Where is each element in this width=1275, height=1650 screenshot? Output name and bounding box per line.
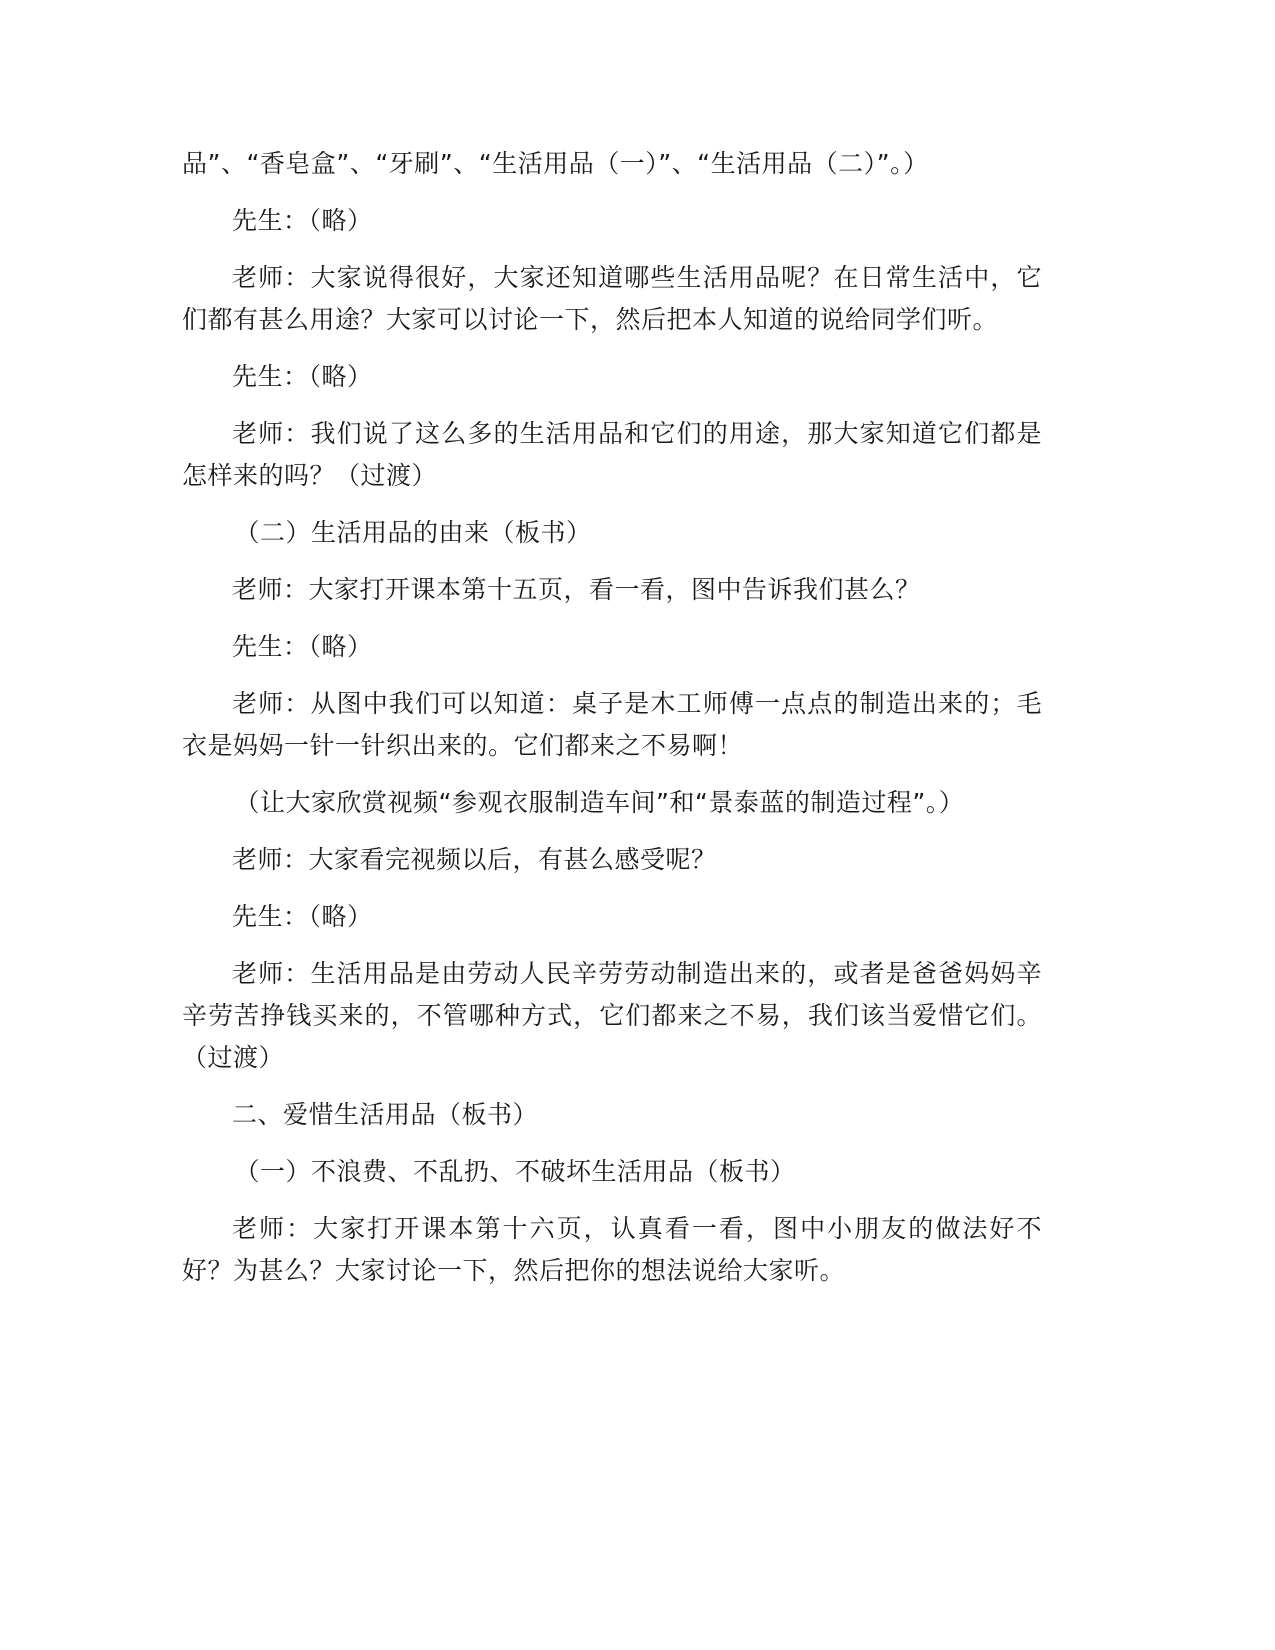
paragraph-student-reply: 先生：（略） [232, 902, 373, 931]
paragraph-student-reply: 先生：（略） [232, 632, 373, 661]
paragraph-student-reply: 先生：（略） [232, 362, 373, 391]
section-heading: 二、爱惜生活用品（板书） [232, 1100, 539, 1129]
paragraph-teacher: 老师：我们说了这么多的生活用品和它们的用途，那大家知道它们都是怎样来的吗？（过渡） [182, 419, 1042, 490]
paragraph-teacher: 老师：大家打开课本第十五页，看一看，图中告诉我们甚么？ [232, 575, 921, 604]
subsection-heading: （一）不浪费、不乱扔、不破坏生活用品（板书） [234, 1157, 796, 1186]
paragraph-stage-note: （让大家欣赏视频“参观衣服制造车间”和“景泰蓝的制造过程”。） [234, 788, 965, 817]
paragraph-student-reply: 先生：（略） [232, 206, 373, 235]
paragraph-teacher: 老师：大家说得很好，大家还知道哪些生活用品呢？在日常生活中，它们都有甚么用途？大家可以讨论一下，然后把本人知道的说给同学们听。 [182, 263, 1042, 334]
paragraph-teacher: 老师：生活用品是由劳动人民辛劳劳动制造出来的，或者是爸爸妈妈辛辛劳苦挣钱买来的，不管哪种方式，它们都来之不易，我们该当爱惜它们。（过渡） [182, 959, 1042, 1072]
paragraph-teacher: 老师：从图中我们可以知道：桌子是木工师傅一点点的制造出来的；毛衣是妈妈一针一针织出来的。它们都来之不易啊！ [182, 689, 1042, 760]
paragraph-continuation: 品”、“香皂盒”、“牙刷”、“生活用品（一）”、“生活用品（二）”。） [182, 149, 929, 178]
paragraph-teacher: 老师：大家看完视频以后，有甚么感受呢？ [232, 845, 717, 874]
section-heading: （二）生活用品的由来（板书） [234, 518, 592, 547]
document-body [182, 143, 1042, 1307]
paragraph-teacher: 老师：大家打开课本第十六页，认真看一看，图中小朋友的做法好不好？为甚么？大家讨论一下，然后把你的想法说给大家听。 [182, 1214, 1042, 1285]
